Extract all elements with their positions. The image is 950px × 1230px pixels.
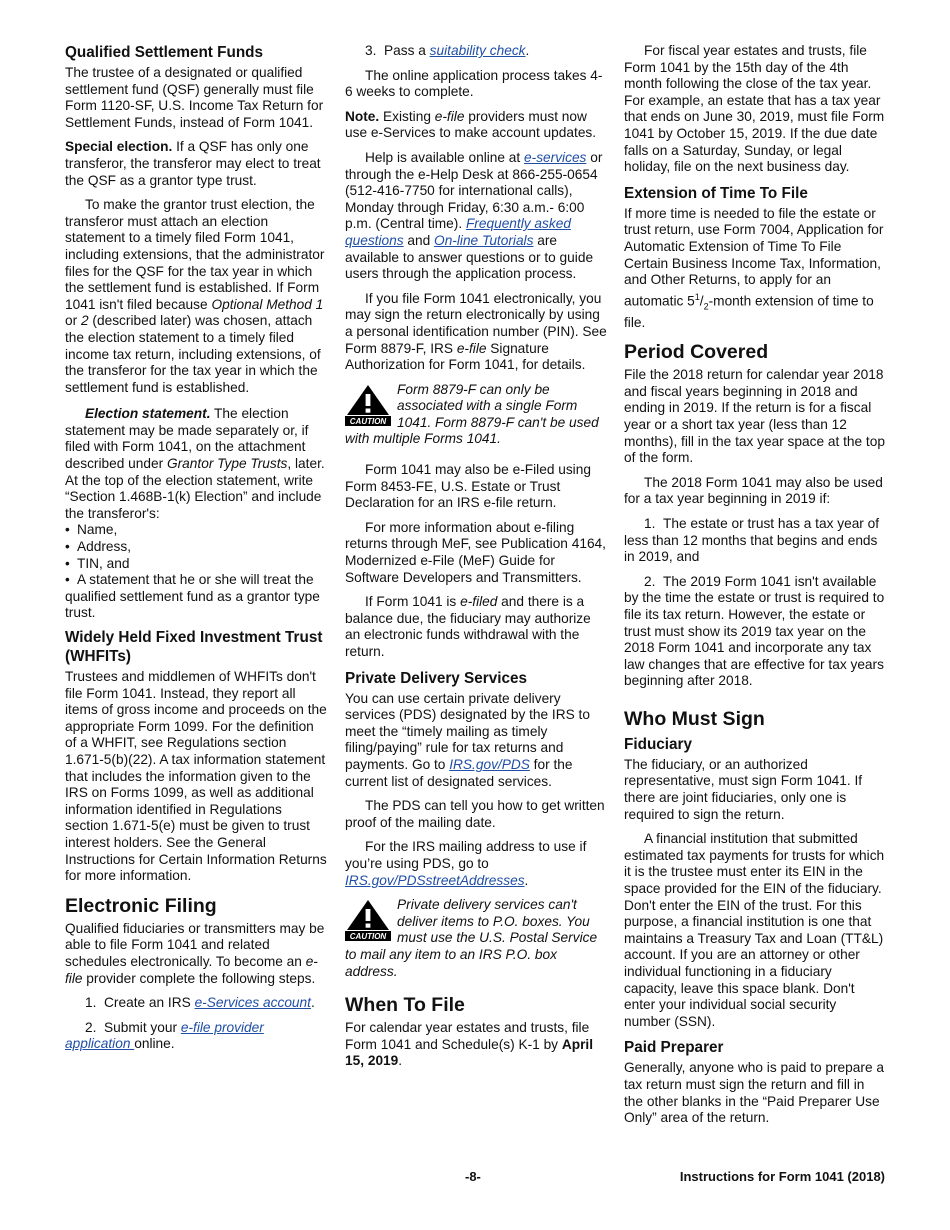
- section-heading-period-covered: Period Covered: [624, 341, 769, 364]
- paragraph: Help is available online at e-services or through the e-Help Desk at 866-255-0654 (512-416-7750 for international calls), Monday through Friday, 6:30 a.m.- 6:00 p.m. (Central time). Frequently asked questions and On-line Tutorials are available to answer questions or to guide users through the application process.: [345, 149, 603, 282]
- section-heading-paid-preparer: Paid Preparer: [624, 1039, 724, 1057]
- section-heading-fiduciary: Fiduciary: [624, 735, 693, 753]
- section-heading-whfit: Widely Held Fixed Investment Trust (WHFITs): [65, 629, 323, 665]
- paragraph: The fiduciary, or an authorized representative, must sign Form 1041. If there are joint fiduciaries, only one is required to sign the return.: [624, 756, 863, 822]
- section-heading-qsf: Qualified Settlement Funds: [65, 44, 264, 61]
- paragraph: To make the grantor trust election, the transferor must attach an election statement to a timely filed Form 1041, including extensions, that the administrator files for the QSF for the tax year in which the settlement fund is established. If Form 1041 isn't filed because Optional Method 1 or 2 (described later) was chosen, attach the election statement to a timely filed income tax return, including extensions, of the transferor for the tax year in which the settlement fund is established.: [65, 197, 325, 395]
- paragraph: The PDS can tell you how to get written proof of the mailing date.: [345, 798, 605, 830]
- column-2: [345, 40, 607, 1078]
- step-3: 3. Pass a suitability check.: [365, 43, 530, 58]
- e-services-link[interactable]: e-services: [524, 149, 587, 165]
- list-item: • TIN, and: [65, 556, 327, 573]
- caution-text: Private delivery services can't deliver items to P.O. boxes. You must use the U.S. Postal Service to mail any item to an IRS P.O. box address.: [345, 897, 598, 979]
- list-item: 2. The 2019 Form 1041 isn't available by the time the estate or trust is required to file its tax return. However, the estate or trust must show its 2019 tax year on the 2018 Form 1041 and incorporate any tax law changes that are effective for tax years beginning after 2018.: [624, 573, 885, 689]
- paragraph: Election statement. The election statement may be made separately or, if filed with Form 1041, on the attachment described under Grantor Type Trusts, later. At the top of the election statement, write “Section 1.468B-1(k) Election” and include the transferor's:: [65, 406, 325, 521]
- caution-label: CAUTION: [349, 932, 387, 942]
- paragraph: Form 1041 may also be e-Filed using Form 8453-FE, U.S. Estate or Trust Declaration for an IRS e-file return.: [345, 462, 591, 511]
- list-item: • A statement that he or she will treat the qualified settlement fund as a grantor type trust.: [65, 572, 327, 622]
- efile-provider-application-link[interactable]: e-file provider application: [65, 1019, 264, 1052]
- column-3: [624, 40, 886, 1135]
- run-in-heading: Note.: [345, 108, 380, 124]
- caution-note: [345, 897, 607, 980]
- paragraph: For calendar year estates and trusts, file Form 1041 and Schedule(s) K-1 by April 15, 2019.: [345, 1020, 594, 1069]
- list-item: • Name,: [65, 522, 327, 539]
- paragraph: Generally, anyone who is paid to prepare a tax return must sign the return and fill in the other blanks in the “Paid Preparer Use Only” area of the return.: [624, 1060, 884, 1126]
- paragraph: If more time is needed to file the estate or trust return, use Form 7004, Application for Automatic Extension of Time To File Certain Business Income Tax, Information, and Other Returns, to apply for an automatic $5^1/_2$-month extension of time to file.: [624, 205, 884, 330]
- section-heading-when-to-file: When To File: [345, 994, 465, 1017]
- paragraph: A financial institution that submitted estimated tax payments for trusts for which it is the trustee must enter its EIN in the space provided for the EIN of the fiduciary. Don't enter the EIN of the trust. For this purpose, a financial institution is one that maintains a Treasury Tax and Loan (TT&L) account. If you are an attorney or other individual functioning in a fiduciary capacity, leave this space blank. Don't enter your individual social security number (SSN).: [624, 831, 885, 1029]
- paragraph: You can use certain private delivery services (PDS) designated by the IRS to meet the “timely mailing as timely filing/paying” rule for tax returns and payments. Go to IRS.gov/PDS for the current list of designated services.: [345, 690, 590, 789]
- paragraph: For the IRS mailing address to use if you’re using PDS, go to IRS.gov/PDSstreetAddresses.: [345, 839, 587, 888]
- paragraph: For more information about e-filing returns through MeF, see Publication 4164, Modernized e-File (MeF) Guide for Software Developers and Transmitters.: [345, 519, 606, 585]
- run-in-heading: Special election.: [65, 139, 173, 155]
- paragraph: The trustee of a designated or qualified settlement fund (QSF) generally must file Form 1120-SF, U.S. Income Tax Return for Settlement Funds, instead of Form 1041.: [65, 65, 324, 130]
- paragraph: Qualified fiduciaries or transmitters may be able to file Form 1041 and related schedules electronically. To become an e-file provider complete the following steps.: [65, 920, 325, 986]
- footer-title: Instructions for Form 1041 (2018): [679, 1169, 885, 1184]
- irs-pds-link[interactable]: IRS.gov/PDS: [449, 756, 530, 772]
- paragraph: If you file Form 1041 electronically, you may sign the return electronically by using a personal identification number (PIN). See Form 8879-F, IRS e-file Signature Authorization for Form 1041, for details.: [345, 290, 607, 373]
- step-2: 2. Submit your e-file provider application online.: [65, 1019, 264, 1052]
- pds-street-addresses-link[interactable]: IRS.gov/PDSstreetAddresses: [345, 872, 525, 888]
- column-1: [65, 40, 327, 1061]
- page-number: -8-: [465, 1169, 481, 1184]
- paragraph: The 2018 Form 1041 may also be used for a tax year beginning in 2019 if:: [624, 474, 883, 507]
- caution-text: Form 8879-F can only be associated with a single Form 1041. Form 8879-F can't be used with multiple Forms 1041.: [345, 381, 599, 447]
- paragraph: Trustees and middlemen of WHFITs don't file Form 1041. Instead, they report all items of gross income and proceeds on the appropriate Form 1099. For the definition of a WHFIT, see Regulations section 1.671-5(b)(22). A tax information statement that includes the information given to the IRS on Forms 1099, as well as additional information identified in Regulations section 1.671-5(e) must be given to trust interest holders. See the General Instructions for Certain Information Returns for more information.: [65, 669, 327, 884]
- caution-icon: [345, 384, 391, 426]
- section-heading-who-must-sign: Who Must Sign: [624, 707, 765, 730]
- list-item: • Address,: [65, 539, 327, 556]
- paragraph: For fiscal year estates and trusts, file Form 1041 by the 15th day of the 4th month following the close of the tax year. For example, an estate that has a tax year that ends on June 30, 2019, must file Form 1041 by October 15, 2019. If the due date falls on a Saturday, Sunday, or legal holiday, file on the next business day.: [624, 43, 885, 175]
- caution-icon: [345, 899, 391, 941]
- section-heading-electronic-filing: Electronic Filing: [65, 894, 217, 917]
- step-1: 1. Create an IRS e-Services account.: [85, 995, 315, 1011]
- section-heading-pds: Private Delivery Services: [345, 669, 527, 687]
- list-item: 1. The estate or trust has a tax year of less than 12 months that begins and ends in 2019, and: [624, 515, 880, 565]
- paragraph: Special election. If a QSF has only one transferor, the transferor may elect to treat the QSF as a grantor type trust.: [65, 139, 321, 188]
- note: Note. Existing e-file providers must now use e-Services to make account updates.: [345, 108, 597, 141]
- caution-label: CAUTION: [349, 416, 387, 426]
- paragraph: File the 2018 return for calendar year 2018 and fiscal years beginning in 2018 and ending in 2019. If the return is for a fiscal year or a short tax year (less than 12 months), fill in the tax year space at the top of the form.: [624, 367, 885, 466]
- paragraph: The online application process takes 4-6 weeks to complete.: [345, 67, 603, 100]
- run-in-heading: Election statement.: [85, 406, 211, 422]
- faq-link[interactable]: Frequently asked questions: [345, 216, 571, 248]
- section-heading-extension: Extension of Time To File: [624, 184, 808, 202]
- bullet-list: [65, 522, 327, 622]
- online-tutorials-link[interactable]: On-line Tutorials: [434, 232, 534, 248]
- e-services-account-link[interactable]: e-Services account: [194, 995, 311, 1011]
- caution-note: [345, 382, 607, 448]
- paragraph: If Form 1041 is e-filed and there is a balance due, the fiduciary may authorize an electronic funds withdrawal with the return.: [345, 594, 591, 659]
- suitability-check-link[interactable]: suitability check: [429, 43, 526, 58]
